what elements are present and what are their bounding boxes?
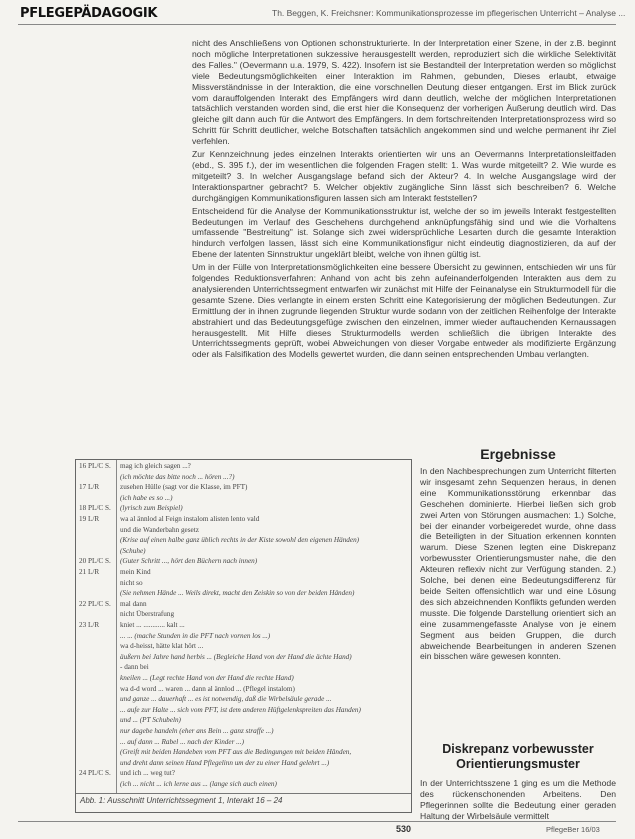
- footer-journal: PflegeBer 16/03: [546, 825, 600, 834]
- paragraph-4: Um in der Fülle von Interpretationsmöglichkeiten eine bessere Übersicht zu gewinnen, entschieden wir uns für folgendes Reduktionsverfahren: Anhand von acht bis zehn aufeinanderfolgenden Interakten aus dem zu analysierenden Unterrichtssegment entwarfen wir zunächst mit Hilfe der Feinanalyse ein Strukturmodell für die gesamte Szene. Dies verlangte in einem ersten Schritt eine Kategorisierung der möglichen Bedeutungen. Zur Ermittlung der in ihnen zugrunde liegenden Struktur wurde sodann von der zeitlichen Reihenfolge der Interakte abstrahiert und das Bedeutungsgefüge zwischen den einzelnen, immer wieder auftauchenden Kernaussagen herausgestellt. Mit Hilfe dieses Strukturmodells werden schließlich die übrigen Interakte des Unterrichtssegments geprüft, wobei Abweichungen von dieser Vorgabe entweder als modifizierte Ergänzung oder als Falsifikation des Modells gewertet wurden, die dann seinen entsprechenden Umbau verlangten.: [192, 262, 616, 360]
- speaker-label: 20 PL/C S.: [79, 557, 111, 566]
- utterance-text: nicht so: [120, 578, 143, 587]
- caption-rule: [76, 793, 411, 794]
- utterance-text: und dreht dann seinen Hand Pflegelinn um der zu einer Hand gelehrt ...): [120, 758, 330, 767]
- utterance-text: (lyrisch zum Beispiel): [120, 504, 183, 513]
- main-column: [192, 38, 616, 362]
- discrepancy-text: In der Unterrichtsszene 1 ging es um die Methode des rückenschonenden Arbeitens. Den Pflegerinnen sollte die Bedeutung einer geraden Haltung der Wirbelsäule vermittelt: [420, 778, 616, 820]
- utterance-text: wa d-d word ... waren ... dann al ännlod ... (Pflegel instalom): [120, 684, 295, 693]
- utterance-text: kneilen ... (Legt rechte Hand von der Hand die rechte Hand): [120, 674, 294, 682]
- running-title: Th. Beggen, K. Freichsner: Kommunikationsprozesse im pflegerischen Unterricht – Analyse ...: [272, 8, 626, 18]
- utterance-text: zusehen Hülle (sagt vor die Klasse, im PFT): [120, 483, 248, 492]
- utterance-text: mal dann: [120, 599, 147, 608]
- utterance-text: (ich möchte das bitte noch ... hören ...?): [120, 472, 235, 481]
- utterance-text: nicht Überstrafung: [120, 610, 175, 619]
- utterance-text: wa al ännlod al Feign instalom alisten lento vald: [120, 515, 260, 523]
- figure-divider: [116, 460, 117, 793]
- results-text: In den Nachbesprechungen zum Unterricht filterten wir insgesamt zehn Sequenzen heraus, in denen eine Kommunikationsstörung erkennbar das Geschehen dominierte. Hierbei ließen sich grob zwei Arten von Störungen ausmachen: 1.) Solche, bei der einander vorbeigeredet wurde, ohne dass die Beteiligten in der Situation erkennen konnten warum. Diese Szenen legten eine Diskrepanz vorbewusster Orientierungsmuster nahe, die den Akteuren reflexiv nicht zur Verfügung standen. 2.) Solche, bei denen eine Bedeutungsdifferenz für beide Seiten offensichtlich war und eine Lösung des sich abzeichnenden Konflikts gefunden werden musste. Die folgende Darstellung orientiert sich an eine zusammengefasste Analyse von je einem Segment aus beiden Gruppen, die durch abweichende Bearbeitungen in anderen Szenen ein bisschen wäre gewesen konnten.: [420, 466, 616, 662]
- page-number: 530: [396, 824, 412, 834]
- utterance-text: (Greift mit beiden Handeben vom PFT aus die Bedingungen mit beiden Händen,: [120, 748, 352, 757]
- utterance-text: - dann bei: [120, 663, 149, 672]
- heading-results: Ergebnisse: [480, 446, 556, 462]
- paragraph-1: nicht des Anschließens von Optionen schonstrukturierte. In der Interpretation einer Szene, in der z.B. beginnt noch mögliche Interpretationen sukzessive herausgestellt werden, reproduziert sich die wirkliche Selektivität des Falles." (Oevermann u.a. 1979, S. 422). Insofern ist sie Bestandteil der Interpretation werden so möglichst viele Bedeutungsmöglichkeiten einer Interaktion im Rahmen, gebunden, Dieses erlaubt, etwaige Missverständnisse in der Interaktion, die eine vorschnellen Deutung dieser entgangen. Erst im Blick zurück vom darauffolgenden Interakt des Empfängers wird dann deutlich, welche der möglichen Interpretationen tatsächlich verstanden worden sind, die erst hier die Konsequenz der vorherigen Äußerung deutlich wird. Das gleiche gilt dann auch für die Antwort des Empfängers. In dem fortschreitenden Interpretationsprozess wird so Schritt für Schritt deutlicher, welche Botschaften tatsächlich angekommen sind und welche permanent ihr Ziel verfehlen.: [192, 38, 616, 147]
- utterance-text: und ich ... weg tut?: [120, 769, 175, 778]
- utterance-text: (ich habe es so ...): [120, 493, 173, 502]
- journal-logo: PFLEGEPÄDAGOGIK: [20, 6, 158, 21]
- speaker-label: 23 L/R: [79, 621, 100, 629]
- utterance-text: (Sie nehmen Hände ... Weils direkt, macht den Zeiskin so von der beiden Händen): [120, 589, 355, 598]
- utterance-text: mein Kind: [120, 568, 151, 576]
- speaker-label: 21 L/R: [79, 568, 100, 576]
- utterance-text: nur dagebe handeln (eher ans Bein ... ganz straffe ...): [120, 727, 274, 735]
- speaker-label: 17 L/R: [79, 483, 100, 492]
- utterance-text: ... auf dann ... Rabel ... nach der Kinder ...): [120, 737, 244, 746]
- utterance-text: mag ich gleich sagen ...?: [120, 462, 191, 470]
- utterance-text: (ich ... nicht ... ich lerne aus ... (lange sich auch einen): [120, 780, 277, 788]
- utterance-text: ... aufe zur Halte ... sich vom PFT, ist dem anderen Hüftgelenkspreiten das Handen): [120, 705, 361, 714]
- header-rule: [18, 24, 616, 25]
- figure-caption: Abb. 1: Ausschnitt Unterrichtssegment 1, Interakt 16 – 24: [80, 796, 283, 805]
- utterance-text: und ... (PT Schubeln): [120, 716, 181, 725]
- heading-discrepancy: Diskrepanz vorbewusster Orientierungsmuster: [442, 742, 594, 771]
- utterance-text: ... ... (mache Stunden in die PFT nach vornen los ...): [120, 631, 271, 640]
- utterance-text: wa d-heisst, hätte klat hört ...: [120, 642, 204, 651]
- transcript-figure: [75, 459, 412, 813]
- speaker-label: 16 PL/C S.: [79, 462, 111, 470]
- speaker-label: 18 PL/C S.: [79, 504, 111, 513]
- utterance-text: (Krise auf einen halbe ganz üblich rechts in der Kiste sowohl den eigenen Händen): [120, 536, 360, 545]
- utterance-text: äußern bei Jahre hand herbis ... (Begleiche Hand von der Hand die ächte Hand): [120, 652, 352, 661]
- speaker-label: 24 PL/C S.: [79, 769, 111, 778]
- utterance-text: und die Wanderbahn gesetz: [120, 525, 199, 534]
- utterance-text: kniet ... ............ kalt ...: [120, 621, 185, 629]
- utterance-text: (Guter Schritt ..., hört den Büchern nach innen): [120, 557, 258, 566]
- speaker-label: 19 L/R: [79, 515, 100, 523]
- speaker-label: 22 PL/C S.: [79, 599, 111, 608]
- paragraph-3: Entscheidend für die Analyse der Kommunikationsstruktur ist, welche der so im jeweils Interakt festgestellten Bedeutungen im Verlauf des Geschehens durchgehend anknüpfungsfähig sind und wie die Vorhaltens umfassende "Bestreitung" ist. Solange sich zwei widersprüchliche Lesarten durch die gesamte Interaktion hindurch verfolgen lassen, lässt sich eine Kommunikationsfigur nicht eindeutig diagnostizieren, da auf der Ebene der latenten Sinnstruktur ungeklärt bleibt, welche von ihnen gültig ist.: [192, 205, 616, 260]
- utterance-text: und ganze ... dauerhaft ... es ist notwendig, daß die Wirbelsäule gerade ...: [120, 695, 332, 704]
- paragraph-2: Zur Kennzeichnung jedes einzelnen Interakts orientierten wir uns an Oevermanns Interpretationsleitfaden (ebd., S. 395 f.), der im wesentlichen die folgenden Fragen stellt: 1. Was wurde mitgeteilt? 2. Wie wurde es mitgeteilt? 3. In welcher Ausgangslage befand sich der Akteur? 4. In welche Ausgangslage wird der Interaktionspartner gebracht? 5. Welcher objektiv zugängliche Sinn lässt sich beschreiben? 6. Welche durchgängigen Kommunikationsfiguren lassen sich am Interakt feststellen?: [192, 149, 616, 203]
- utterance-text: (Schuhe): [120, 546, 146, 555]
- footer-rule: [18, 821, 616, 822]
